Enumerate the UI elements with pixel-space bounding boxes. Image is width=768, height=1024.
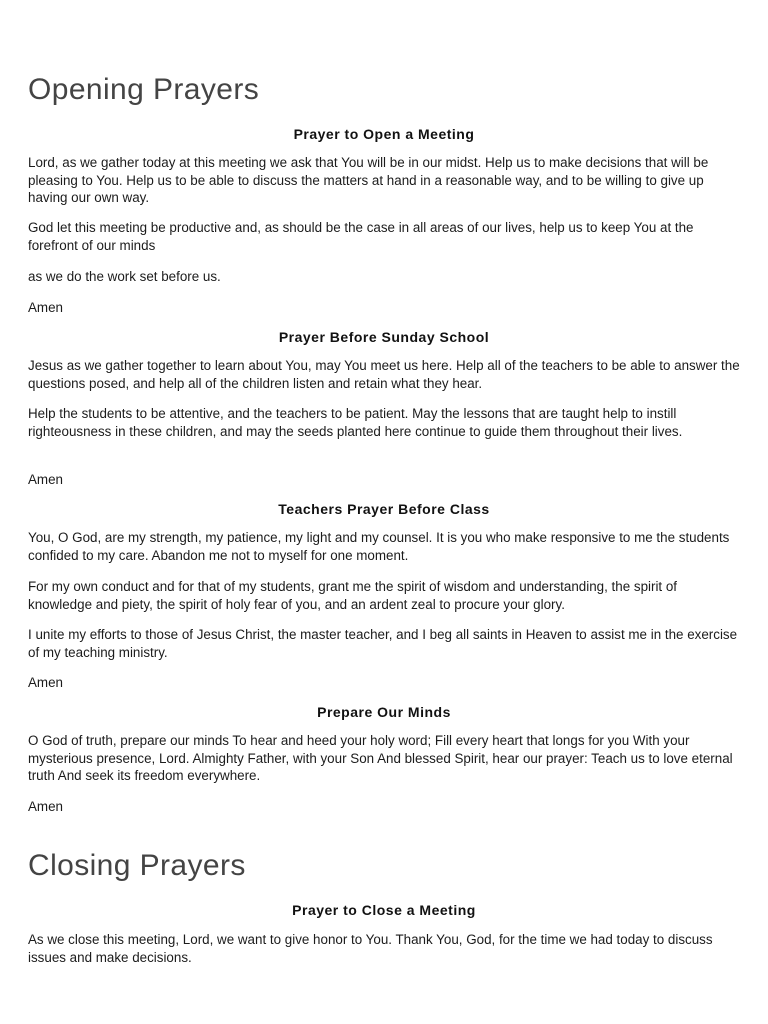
prayer-paragraph: as we do the work set before us. [28, 269, 221, 284]
section-title-closing-prayers: Closing Prayers [28, 849, 246, 882]
prayer-paragraph: I unite my efforts to those of Jesus Christ, the master teacher, and I beg all saints in Heaven to assist me in the exercise of my teaching ministry. [28, 627, 738, 660]
prayer-paragraph: You, O God, are my strength, my patience, my light and my counsel. It is you who make responsive to me the students confided to my care. Abandon me not to myself for one moment. [28, 530, 730, 563]
prayer-title-teachers-prayer: Teachers Prayer Before Class [278, 501, 490, 517]
section-title-opening-prayers: Opening Prayers [28, 73, 260, 106]
prayer-title-open-meeting: Prayer to Open a Meeting [293, 126, 475, 142]
prayer-amen: Amen [28, 300, 63, 315]
prayer-paragraph: For my own conduct and for that of my students, grant me the spirit of wisdom and understanding, the spirit of knowledge and piety, the spirit of holy fear of you, and an ardent zeal to procure your glory. [28, 579, 678, 612]
prayer-title-close-meeting: Prayer to Close a Meeting [292, 902, 476, 918]
prayer-paragraph: Lord, as we gather today at this meeting we ask that You will be in our midst. Help us to make decisions that will be pleasing to You. Help us to be able to discuss the matters at hand in a reasonable way, and to be willing to give up having our own way. [28, 155, 709, 205]
prayer-amen: Amen [28, 472, 63, 487]
prayer-paragraph: God let this meeting be productive and, as should be the case in all areas of our lives, help us to keep You at the forefront of our minds [28, 220, 694, 253]
prayer-paragraph: As we close this meeting, Lord, we want to give honor to You. Thank You, God, for the time we had today to discuss issues and make decisions. [28, 932, 713, 965]
prayer-paragraph: Help the students to be attentive, and the teachers to be patient. May the lessons that are taught help to instill righteousness in these children, and may the seeds planted here continue to guide them throughout their lives. [28, 406, 683, 439]
prayer-amen: Amen [28, 799, 63, 814]
prayer-paragraph: Jesus as we gather together to learn about You, may You meet us here. Help all of the teachers to be able to answer the questions posed, and help all of the children listen and retain what they hear. [28, 358, 740, 391]
prayer-title-prepare-minds: Prepare Our Minds [317, 704, 451, 720]
prayer-amen: Amen [28, 675, 63, 690]
prayer-paragraph: O God of truth, prepare our minds To hear and heed your holy word; Fill every heart that longs for you With your mysterious presence, Lord. Almighty Father, with your Son And blessed Spirit, hear our prayer: Teach us to love eternal truth And seek its freedom everywhere. [28, 733, 733, 783]
prayer-title-sunday-school: Prayer Before Sunday School [278, 329, 490, 345]
